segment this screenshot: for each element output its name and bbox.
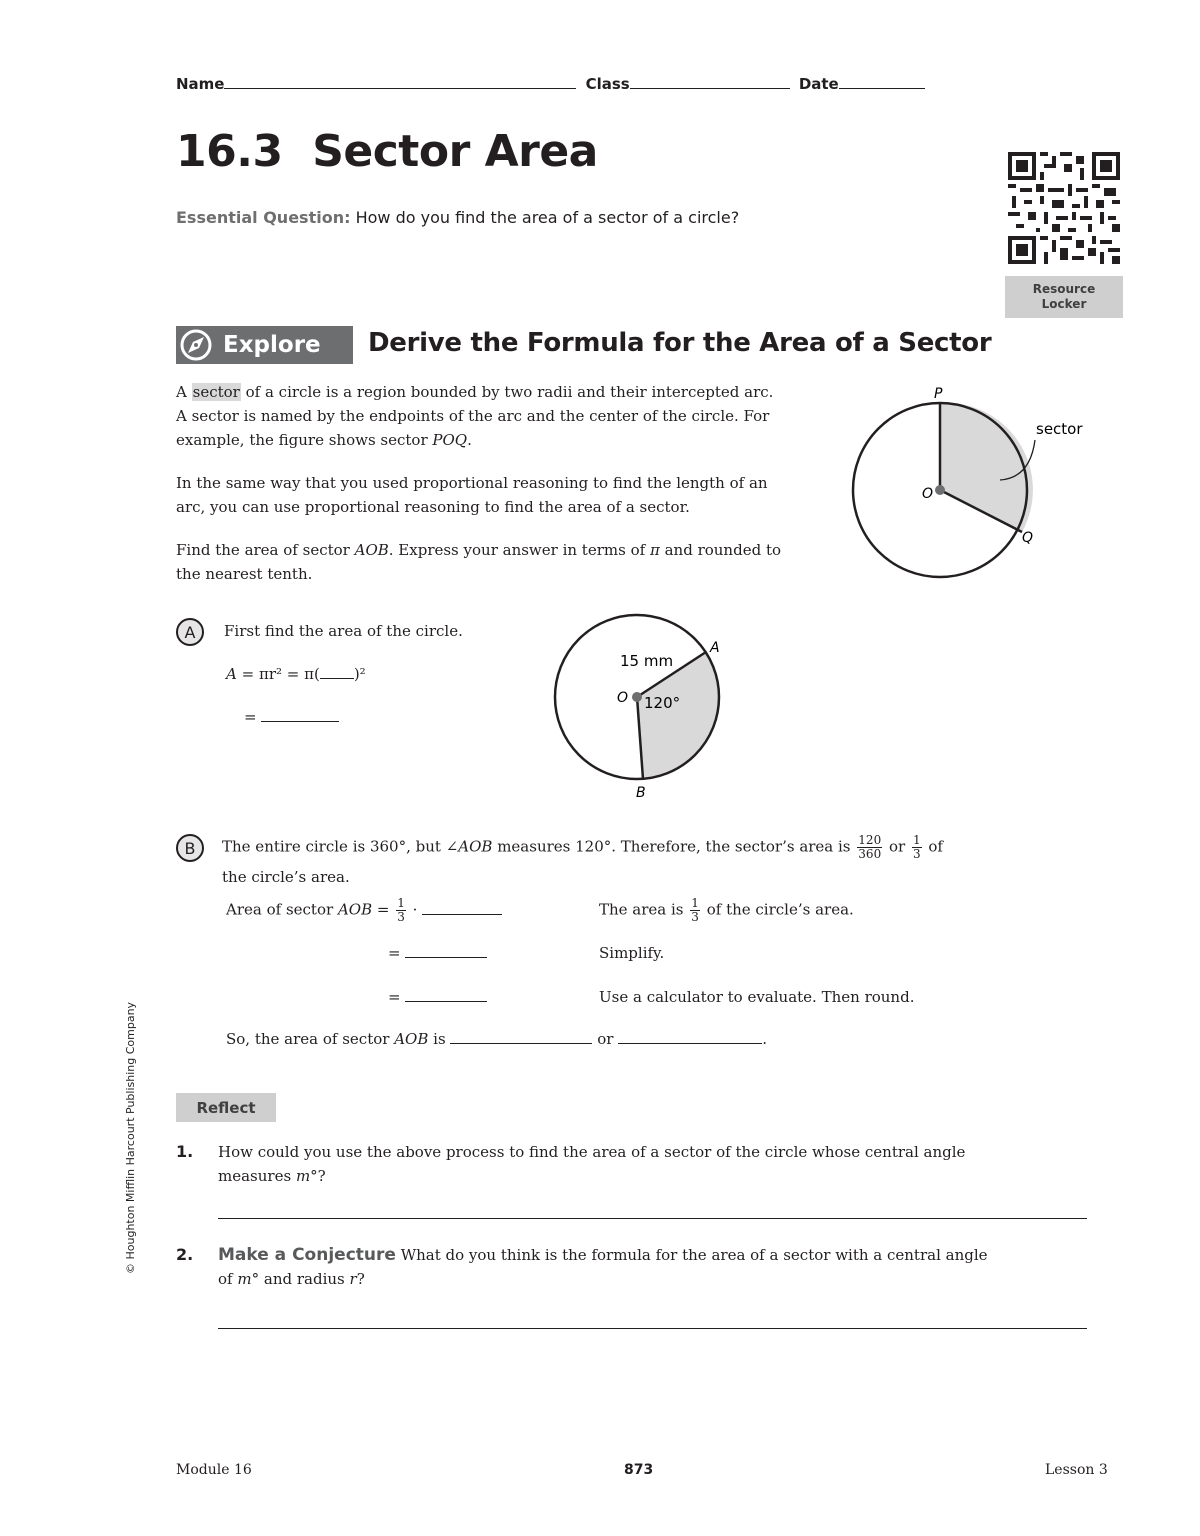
step-b-row-2-note: Simplify. bbox=[599, 944, 665, 962]
compass-icon bbox=[179, 328, 213, 362]
circle-area-blank[interactable] bbox=[261, 709, 339, 722]
intro-paragraph-3: Find the area of sector AOB. Express your answer in terms of π and rounded to the nearest tenth. bbox=[176, 541, 781, 583]
step-b-conclusion: So, the area of sector AOB is or . bbox=[226, 1030, 767, 1048]
date-label: Date bbox=[798, 75, 839, 93]
label-q: Q bbox=[1022, 530, 1034, 546]
step-a-text: First find the area of the circle. bbox=[224, 622, 463, 640]
label-sector: sector bbox=[1036, 420, 1083, 438]
fraction-120-360: $\frac{120}{360}$ bbox=[858, 833, 882, 861]
step-b-row-1-note: The area is $\frac{1}{3}$ of the circle’s area. bbox=[599, 896, 854, 924]
label-p: P bbox=[934, 386, 943, 402]
step-b-row-1: Area of sector AOB = $\frac{1}{3}$ · bbox=[226, 897, 502, 924]
explore-label: Explore bbox=[223, 332, 321, 358]
sector-area-blank-2[interactable] bbox=[405, 945, 487, 958]
center-point bbox=[935, 485, 945, 495]
fraction-1-3: $\frac{1}{3}$ bbox=[912, 833, 921, 861]
copyright-notice: © Houghton Mifflin Harcourt Publishing Company bbox=[124, 1001, 137, 1274]
sector-area-blank-1[interactable] bbox=[422, 902, 502, 915]
question-2-number: 2. bbox=[176, 1245, 194, 1264]
label-angle: 120° bbox=[644, 694, 681, 712]
explore-tab bbox=[176, 326, 353, 364]
step-a-equation-1: A = πr² = π( )² bbox=[226, 665, 366, 683]
step-b-text-line2: the circle’s area. bbox=[222, 868, 350, 886]
radius-blank[interactable] bbox=[320, 666, 354, 679]
header-fields bbox=[176, 74, 925, 93]
sector-term: sector bbox=[192, 383, 240, 401]
essential-question-label: Essential Question: bbox=[176, 208, 351, 227]
intro-paragraph-2: In the same way that you used proportional reasoning to find the length of an arc, you can use proportional reasoning to find the area of a sector. bbox=[176, 474, 768, 516]
question-2-text: Make a Conjecture What do you think is the formula for the area of a sector with a central angle of m° and radius r? bbox=[218, 1245, 988, 1288]
step-a-equation-2: = bbox=[244, 705, 339, 729]
reflect-label: Reflect bbox=[176, 1093, 276, 1122]
exact-answer-blank[interactable] bbox=[450, 1031, 592, 1044]
sector-poq-figure bbox=[830, 380, 1090, 595]
qr-code-icon[interactable] bbox=[1008, 152, 1120, 264]
question-2-answer-line[interactable] bbox=[218, 1328, 1087, 1329]
question-1-text: How could you use the above process to find the area of a sector of the circle whose central angle measures m°? bbox=[218, 1143, 966, 1185]
step-b-row-3: = bbox=[388, 985, 487, 1009]
resource-locker-line2: Locker bbox=[1041, 297, 1087, 311]
name-field[interactable] bbox=[224, 74, 576, 89]
essential-question-text: How do you find the area of a sector of a circle? bbox=[355, 208, 740, 227]
question-1-answer-line[interactable] bbox=[218, 1218, 1087, 1219]
label-o: O bbox=[617, 690, 629, 706]
intro-paragraph-1: A sector of a circle is a region bounded by two radii and their intercepted arc. A sector is named by the endpoints of the arc and the center of the circle. For example, the figure shows sector POQ. bbox=[176, 383, 774, 449]
date-field[interactable] bbox=[839, 74, 925, 89]
step-a-badge: A bbox=[176, 618, 204, 646]
name-label: Name bbox=[176, 75, 225, 93]
question-2-title: Make a Conjecture bbox=[218, 1245, 396, 1265]
step-b-badge: B bbox=[176, 834, 204, 862]
page-title: 16.3 Sector Area bbox=[176, 126, 598, 177]
center-point bbox=[632, 692, 642, 702]
essential-question bbox=[176, 208, 739, 227]
footer-page-number: 873 bbox=[624, 1462, 654, 1478]
footer-module: Module 16 bbox=[176, 1462, 252, 1478]
resource-locker-button[interactable] bbox=[1005, 276, 1123, 318]
label-radius: 15 mm bbox=[620, 652, 674, 670]
sector-aob-figure bbox=[540, 600, 740, 805]
step-b-row-2: = bbox=[388, 941, 487, 965]
question-1-number: 1. bbox=[176, 1142, 194, 1161]
step-b-row-3-note: Use a calculator to evaluate. Then round. bbox=[599, 988, 915, 1006]
label-b: B bbox=[636, 785, 646, 801]
label-o: O bbox=[922, 486, 934, 502]
resource-locker-line1: Resource bbox=[1032, 282, 1096, 296]
sector-area-blank-3[interactable] bbox=[405, 989, 487, 1002]
footer-lesson: Lesson 3 bbox=[1045, 1462, 1108, 1478]
step-b-text-line1: The entire circle is 360°, but ∠AOB measures 120°. Therefore, the sector’s area is $\frac{120}{360}$ or $\frac{1}{3}$ of bbox=[222, 833, 943, 861]
class-label: Class bbox=[585, 75, 630, 93]
label-a: A bbox=[710, 640, 720, 656]
class-field[interactable] bbox=[630, 74, 790, 89]
rounded-answer-blank[interactable] bbox=[618, 1031, 762, 1044]
section-heading: Derive the Formula for the Area of a Sector bbox=[368, 328, 992, 358]
